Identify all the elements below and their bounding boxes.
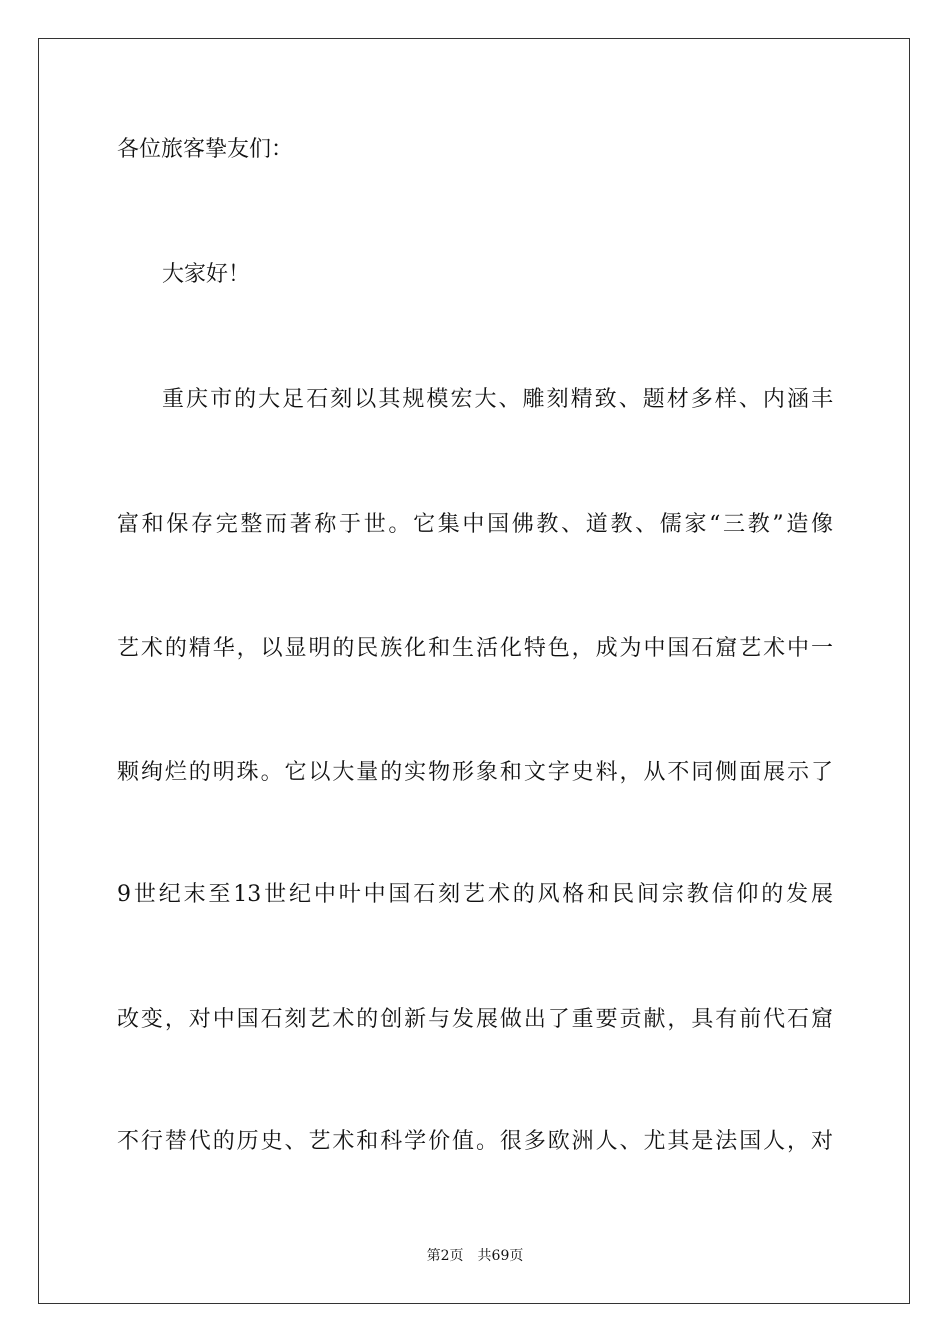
paragraph-line: 艺术的精华，以显明的民族化和生活化特色，成为中国石窟艺术中一	[117, 636, 833, 661]
page-number: 第2页	[426, 1248, 464, 1264]
page-total: 共69页	[477, 1248, 524, 1264]
paragraph-line: 重庆市的大足石刻以其规模宏大、雕刻精致、题材多样、内涵丰	[162, 387, 833, 412]
greeting-line: 大家好！	[162, 262, 251, 287]
paragraph-line: 改变，对中国石刻艺术的创新与发展做出了重要贡献，具有前代石窟	[117, 1007, 833, 1032]
paragraph-line: 颗绚烂的明珠。它以大量的实物形象和文字史料，从不同侧面展示了	[117, 760, 833, 785]
paragraph-line: 富和保存完整而著称于世。它集中国佛教、道教、儒家“三教”造像	[117, 512, 833, 537]
paragraph-line: 不行替代的历史、艺术和科学价值。很多欧洲人、尤其是法国人，对	[117, 1129, 833, 1154]
paragraph-line: 9世纪末至13世纪中叶中国石刻艺术的风格和民间宗教信仰的发展	[117, 882, 833, 907]
page-frame	[38, 38, 910, 1304]
salutation-line: 各位旅客挚友们：	[117, 137, 294, 162]
page-footer	[0, 1247, 950, 1265]
